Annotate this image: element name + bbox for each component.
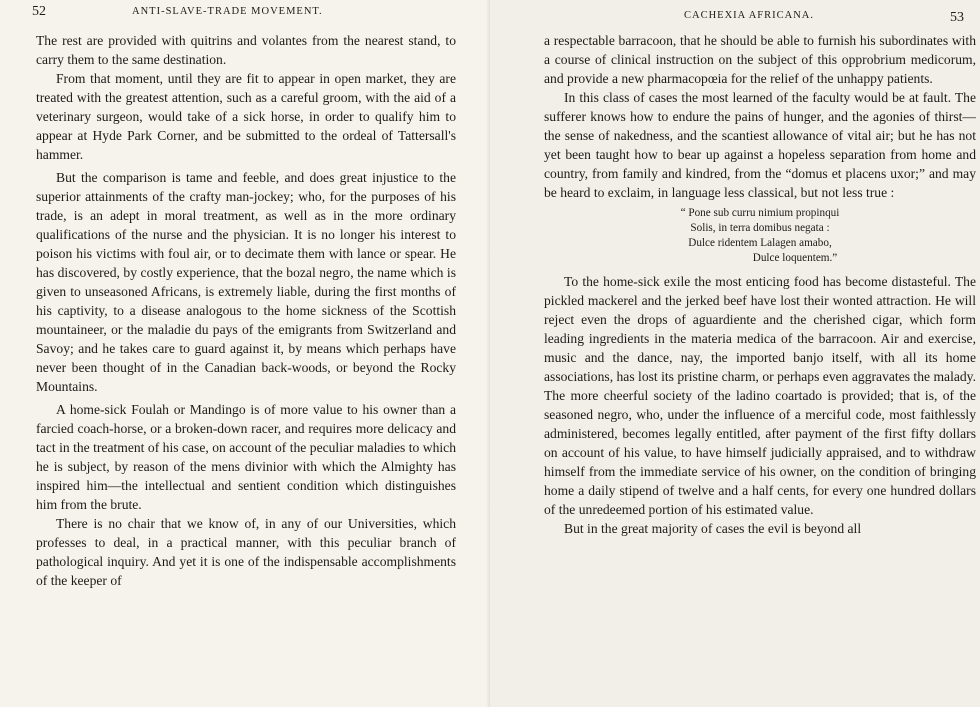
paragraph: a respectable barracoon, that he should be able to furnish his subordinates with a course of clinical instruction on the subject of this opprobrium medicorum, and provide a new pharmacopœia for the relief of the unhappy patients. <box>544 33 976 86</box>
left-page-number: 52 <box>32 4 46 19</box>
paragraph: In this class of cases the most learned of the faculty would be at fault. The sufferer knows how to endure the pains of hunger, and the agonies of thirst—the sense of nakedness, and the scantiest allowance of vital air; but he has not yet been taught how to bear up against a hopeless separation from home and country, from family and kindred, from the “domus et placens uxor;” and may be heard to exclaim, in language less classical, but not less true : <box>544 90 976 200</box>
quote-line: Dulce ridentem Lalagen amabo, <box>688 237 832 249</box>
left-running-head: ANTI-SLAVE-TRADE MOVEMENT. <box>132 6 323 17</box>
quote-line: Solis, in terra domibus negata : <box>690 222 830 234</box>
paragraph: But in the great majority of cases the evil is beyond all <box>564 521 862 536</box>
right-page-number: 53 <box>950 10 964 25</box>
paragraph: But the comparison is tame and feeble, and does great injustice to the superior attainments of the crafty man-jockey; who, for the purposes of his trade, is an adept in moral treatment, as well as in the more ordinary qualifications of the nurse and the physician. It is no longer his interest to poison his victims with foul air, or to decimate them with lance or spear. He has discovered, by costly experience, that the bozal negro, the name which is given to unseasoned Africans, is extremely liable, during the first months of his captivity, to a disease analogous to the home sickness of the Scottish mountaineer, or the maladie du pays of the emigrants from Switzerland and Savoy; and he takes care to guard against it, by means which perhaps have never been thought of in the Canadian back-woods, or beyond the Rocky Mountains. <box>36 170 456 394</box>
left-page-body <box>36 31 456 590</box>
quote-line: Dulce loquentem.” <box>752 252 838 264</box>
paragraph: To the home-sick exile the most enticing food has become distasteful. The pickled mackerel and the jerked beef have lost their wonted attraction. He will reject even the drops of aguardiente and the cherished cigar, which form leading ingredients in the materia medica of the barracoon. Air and exercise, music and the dance, nay, the imported banjo itself, with all its home associations, has lost its pristine charm, or perhaps even aggravates the malady. The more cheerful society of the ladino coartado is provided; that is, of the seasoned negro, who, under the influence of a merciful code, most faithlessly administered, becomes legally entitled, after payment of the first fifty dollars on account of his value, to have himself judicially appraised, and to withdraw himself from the immediate service of his owner, on the condition of bringing home a daily stipend of twelve and a half cents, for every one hundred dollars of the unredeemed portion of his estimated value. <box>544 274 976 517</box>
latin-verse-quote <box>544 206 976 266</box>
right-running-head: CACHEXIA AFRICANA. <box>684 10 815 21</box>
right-page-body <box>544 31 976 538</box>
paragraph: A home-sick Foulah or Mandingo is of more value to his owner than a farcied coach-horse, or a broken-down racer, and requires more delicacy and tact in the treatment of his case, on account of the peculiar maladies to which he is subject, by reason of the mens divinior with which the Almighty has inspired him—the intellectual and sentient condition which distinguishes him from the brute. <box>36 402 456 512</box>
right-page <box>490 0 980 707</box>
quote-line: “ Pone sub curru nimium propinqui <box>680 207 840 219</box>
paragraph: The rest are provided with quitrins and volantes from the nearest stand, to carry them to the same destination. <box>36 33 456 67</box>
paragraph: From that moment, until they are fit to appear in open market, they are treated with the greatest attention, such as a careful groom, with the aid of a veterinary surgeon, would take of a sick horse, in order to qualify him to appear at Hyde Park Corner, and be submitted to the ordeal of Tattersall's hammer. <box>36 71 456 162</box>
paragraph: There is no chair that we know of, in any of our Universities, which professes to deal, in a practical manner, with this peculiar branch of pathological inquiry. And yet it is one of the indispensable accomplishments of the keeper of <box>36 516 456 588</box>
